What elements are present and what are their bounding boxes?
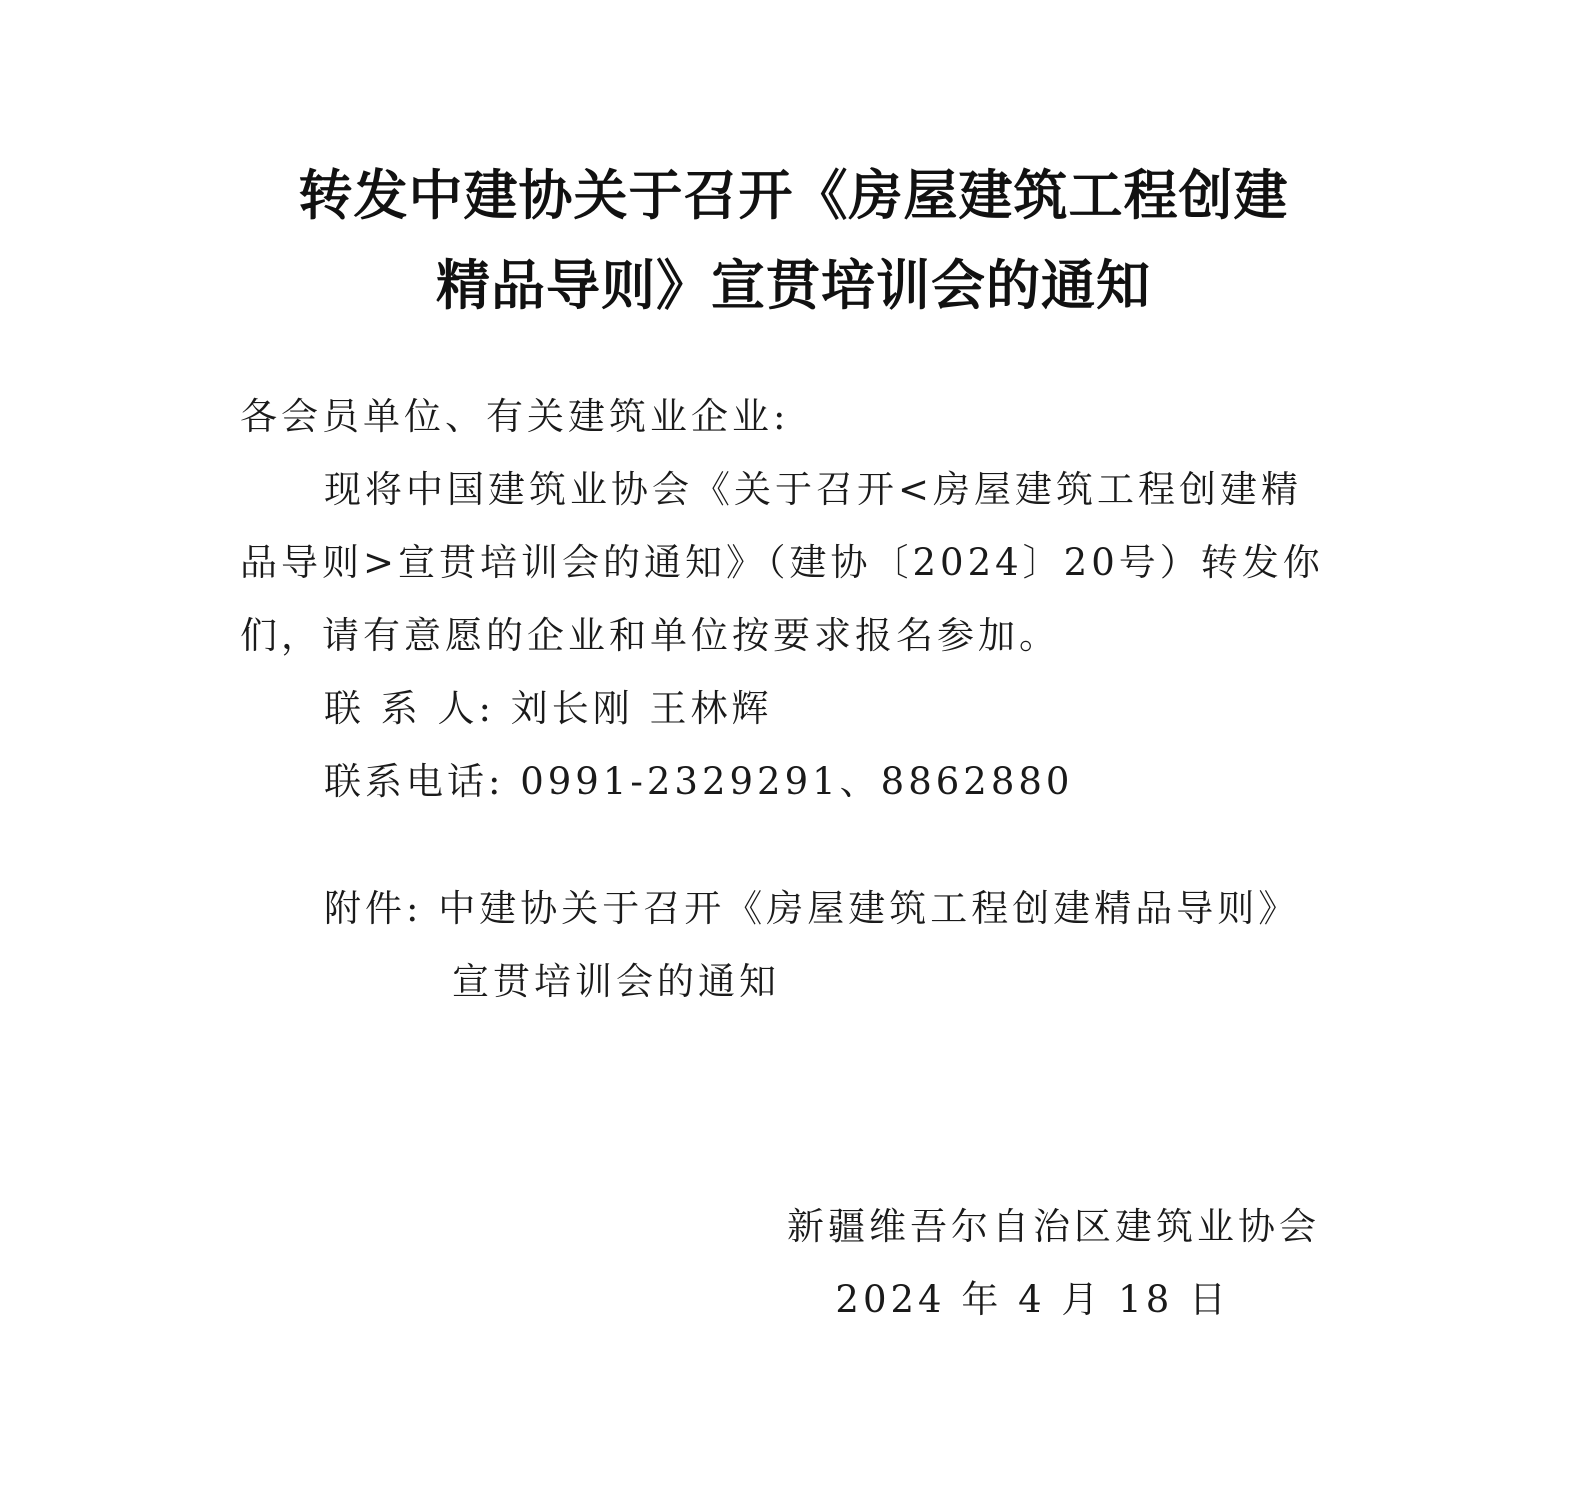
contact-person: 联 系 人: 刘长刚 王林辉 xyxy=(324,687,773,730)
attachment-line-2: 宣贯培训会的通知 xyxy=(452,960,780,1003)
salutation: 各会员单位、有关建筑业企业: xyxy=(240,395,790,438)
title-line-1: 转发中建协关于召开《房屋建筑工程创建 xyxy=(298,163,1289,227)
document-title xyxy=(200,150,1387,330)
signature-organization: 新疆维吾尔自治区建筑业协会 xyxy=(787,1205,1320,1248)
signature-block xyxy=(740,1190,1340,1336)
title-line-2: 精品导则》宣贯培训会的通知 xyxy=(436,253,1151,317)
document-body xyxy=(240,380,1340,1018)
contact-phone: 联系电话: 0991-2329291、8862880 xyxy=(324,760,1074,803)
attachment-line-1: 附件: 中建协关于召开《房屋建筑工程创建精品导则》 xyxy=(324,887,1300,930)
signature-date: 2024 年 4 月 18 日 xyxy=(835,1278,1230,1321)
paragraph-line-2: 品导则>宣贯培训会的通知》（建协〔2024〕20号）转发你 xyxy=(240,541,1324,584)
paragraph-line-1: 现将中国建筑业协会《关于召开<房屋建筑工程创建精 xyxy=(324,468,1303,511)
paragraph-line-3: 们，请有意愿的企业和单位按要求报名参加。 xyxy=(240,614,1060,657)
section-gap xyxy=(240,818,1340,872)
